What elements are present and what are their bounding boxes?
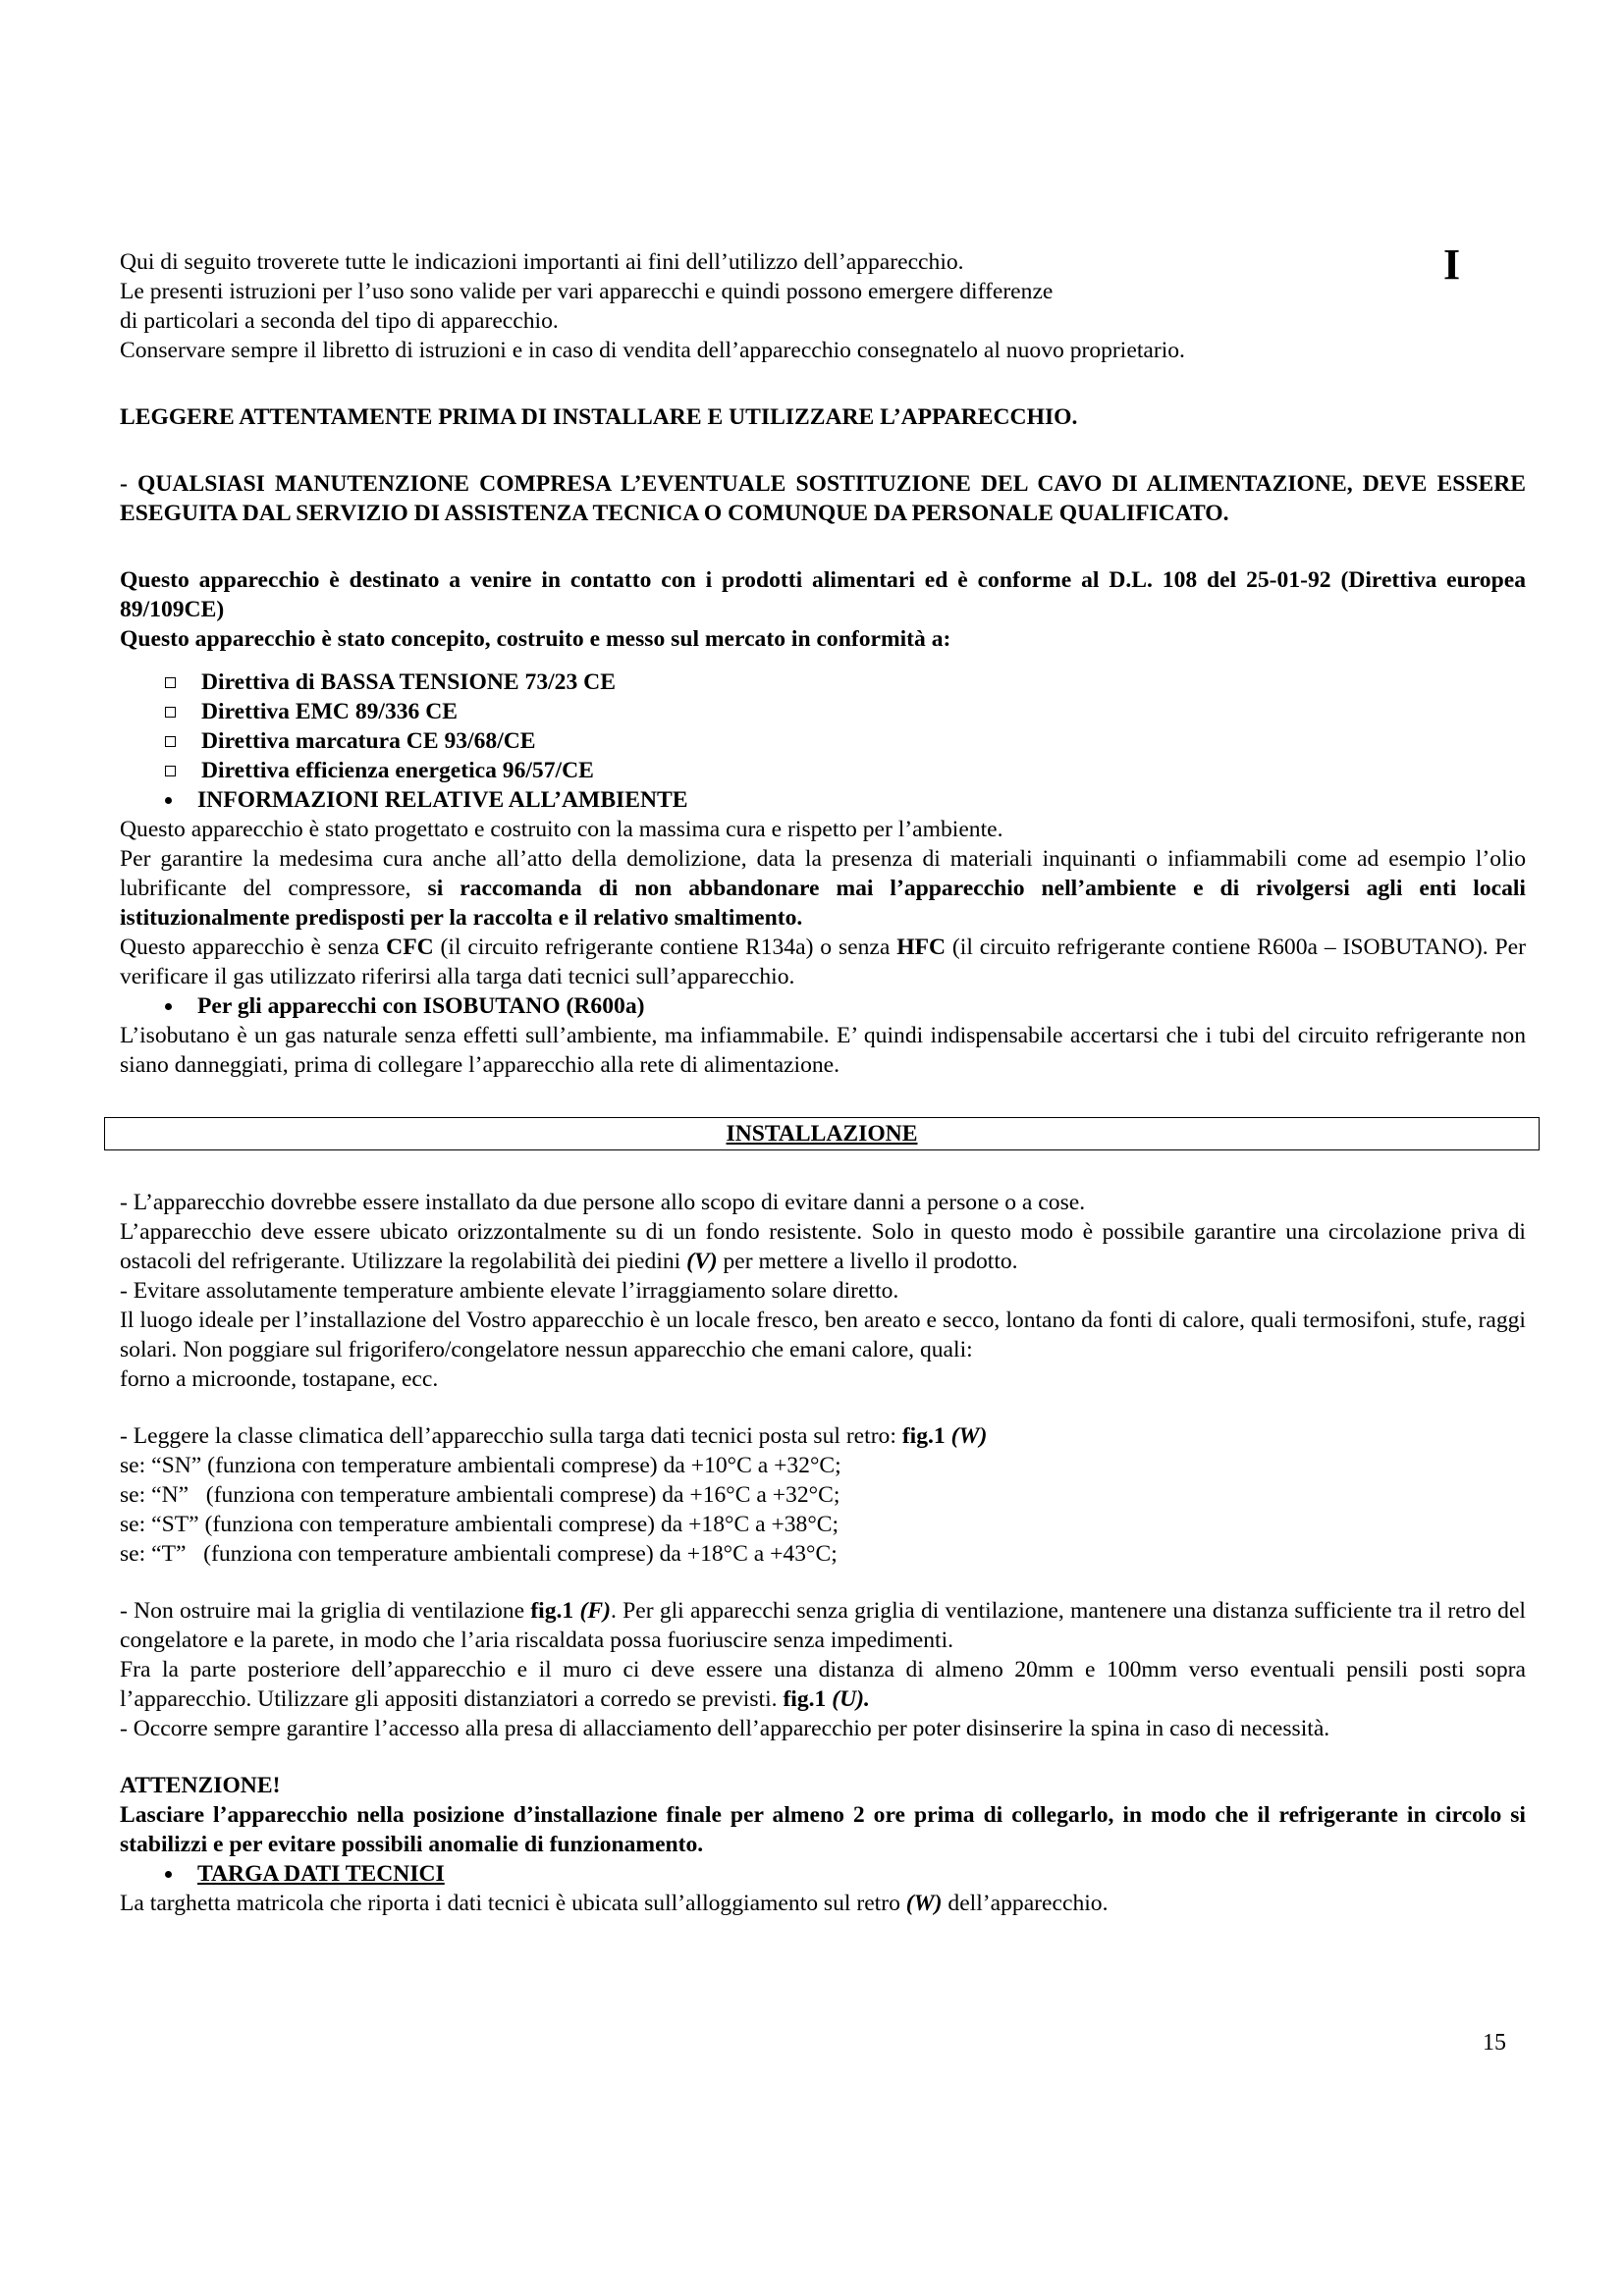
checkbox-square-icon <box>165 766 176 776</box>
directive-item: Direttiva efficienza energetica 96/57/CE <box>165 756 1526 785</box>
language-mark: I <box>1443 240 1461 289</box>
page-number: 15 <box>1483 2030 1506 2056</box>
climate-class-item: se: “ST” (funziona con temperature ambientali comprese) da +18°C a +38°C; <box>120 1512 839 1537</box>
environment-line: Questo apparecchio è stato progettato e costruito con la massima cura e rispetto per l’ambiente. <box>120 817 1003 842</box>
installation-p5: forno a microonde, tostapane, ecc. <box>120 1366 439 1392</box>
read-warning: LEGGERE ATTENTAMENTE PRIMA DI INSTALLARE E UTILIZZARE L’APPARECCHIO. <box>120 404 1078 430</box>
installation-p3: - Evitare assolutamente temperature ambiente elevate l’irraggiamento solare diretto. <box>120 1278 899 1304</box>
isobutane-heading: Per gli apparecchi con ISOBUTANO (R600a) <box>165 991 1526 1021</box>
directive-item: Direttiva marcatura CE 93/68/CE <box>165 726 1526 756</box>
environment-gas-paragraph: Questo apparecchio è senza CFC (il circuito refrigerante contiene R134a) o senza HFC (il circuito refrigerante contiene R600a – ISOBUTANO). Per verificare il gas utilizzato riferirsi alla targa dati tecnici sull’apparecchio. <box>120 934 1527 989</box>
attention-heading: ATTENZIONE! <box>120 1773 281 1798</box>
intro-line: di particolari a seconda del tipo di apparecchio. <box>120 308 559 334</box>
intro-block <box>120 247 1526 365</box>
climate-class-item: se: “T” (funziona con temperature ambientali comprese) da +18°C a +43°C; <box>120 1541 838 1567</box>
checkbox-square-icon <box>165 736 176 747</box>
bullet-icon <box>165 1871 172 1878</box>
bullet-icon <box>165 797 172 804</box>
maintenance-warning: - QUALSIASI MANUTENZIONE COMPRESA L’EVENTUALE SOSTITUZIONE DEL CAVO DI ALIMENTAZIONE, DEVE ESSERE ESEGUITA DAL SERVIZIO DI ASSISTENZA TECNICA O COMUNQUE DA PERSONALE QUALIFICATO. <box>120 471 1526 526</box>
climate-class-intro: - Leggere la classe climatica dell’apparecchio sulla targa dati tecnici posta sul retro: fig.1 (W) <box>120 1423 988 1449</box>
climate-class-item: se: “SN” (funziona con temperature ambientali comprese) da +10°C a +32°C; <box>120 1453 841 1478</box>
distance-paragraph: Fra la parte posteriore dell’apparecchio e il muro ci deve essere una distanza di almeno 20mm e 100mm verso eventuali pensili posti sopra l’apparecchio. Utilizzare gli appositi distanziatori a corredo se previsti. fig.1 (U). <box>120 1657 1526 1712</box>
directive-list <box>165 667 1526 785</box>
intro-line: Le presenti istruzioni per l’uso sono valide per vari apparecchi e quindi possono emergere differenze <box>120 279 1054 304</box>
conformity-intro: Questo apparecchio è stato concepito, costruito e messo sul mercato in conformità a: <box>120 626 951 652</box>
isobutane-text: L’isobutano è un gas naturale senza effetti sull’ambiente, ma infiammabile. E’ quindi indispensabile accertarsi che i tubi del circuito refrigerante non siano danneggiati, prima di collegare l’apparecchio alla rete di alimentazione. <box>120 1023 1526 1078</box>
installation-p1: - L’apparecchio dovrebbe essere installato da due persone allo scopo di evitare danni a persone o a cose. <box>120 1190 1086 1215</box>
installation-heading-box: INSTALLAZIONE <box>104 1117 1540 1150</box>
intro-line: Conservare sempre il libretto di istruzioni e in caso di vendita dell’apparecchio consegnatelo al nuovo proprietario. <box>120 338 1185 363</box>
intro-line: Qui di seguito troverete tutte le indicazioni importanti ai fini dell’utilizzo dell’apparecchio. <box>120 249 964 275</box>
directive-item: Direttiva EMC 89/336 CE <box>165 697 1526 726</box>
plug-access-paragraph: - Occorre sempre garantire l’accesso alla presa di allacciamento dell’apparecchio per poter disinserire la spina in caso di necessità. <box>120 1716 1330 1741</box>
attention-text: Lasciare l’apparecchio nella posizione d’installazione finale per almeno 2 ore prima di collegarlo, in modo che il refrigerante in circolo si stabilizzi e per evitare possibili anomalie di funzionamento. <box>120 1802 1526 1857</box>
environment-heading: INFORMAZIONI RELATIVE ALL’AMBIENTE <box>165 785 1526 815</box>
installation-p4: Il luogo ideale per l’installazione del Vostro apparecchio è un locale fresco, ben areato e secco, lontano da fonti di calore, quali termosifoni, stufe, raggi solari. Non poggiare sul frigorifero/congelatore nessun apparecchio che emani calore, quali: <box>120 1308 1526 1362</box>
checkbox-square-icon <box>165 677 176 688</box>
document-body <box>120 247 1526 1918</box>
rating-plate-text: La targhetta matricola che riporta i dati tecnici è ubicata sull’alloggiamento sul retro (W) dell’apparecchio. <box>120 1891 1109 1916</box>
food-conformity: Questo apparecchio è destinato a venire in contatto con i prodotti alimentari ed è conforme al D.L. 108 del 25-01-92 (Direttiva europea 89/109CE) <box>120 567 1526 622</box>
ventilation-paragraph: - Non ostruire mai la griglia di ventilazione fig.1 (F). Per gli apparecchi senza griglia di ventilazione, mantenere una distanza sufficiente tra il retro del congelatore e la parete, in modo che l’aria riscaldata possa fuoriuscire senza impedimenti. <box>120 1598 1526 1653</box>
rating-plate-heading: TARGA DATI TECNICI <box>165 1859 1526 1889</box>
directive-item: Direttiva di BASSA TENSIONE 73/23 CE <box>165 667 1526 697</box>
checkbox-square-icon <box>165 707 176 718</box>
climate-class-item: se: “N” (funziona con temperature ambientali comprese) da +16°C a +32°C; <box>120 1482 840 1508</box>
bullet-icon <box>165 1003 172 1010</box>
environment-disposal-paragraph: Per garantire la medesima cura anche all’atto della demolizione, data la presenza di materiali inquinanti o infiammabili come ad esempio l’olio lubrificante del compressore, si raccomanda di non abbandonare mai l’apparecchio nell’ambiente e di rivolgersi agli enti locali istituzionalmente predisposti per la raccolta e il relativo smaltimento. <box>120 846 1526 931</box>
installation-p2: L’apparecchio deve essere ubicato orizzontalmente su di un fondo resistente. Solo in questo modo è possibile garantire una circolazione priva di ostacoli del refrigerante. Utilizzare la regolabilità dei piedini (V) per mettere a livello il prodotto. <box>120 1219 1526 1274</box>
